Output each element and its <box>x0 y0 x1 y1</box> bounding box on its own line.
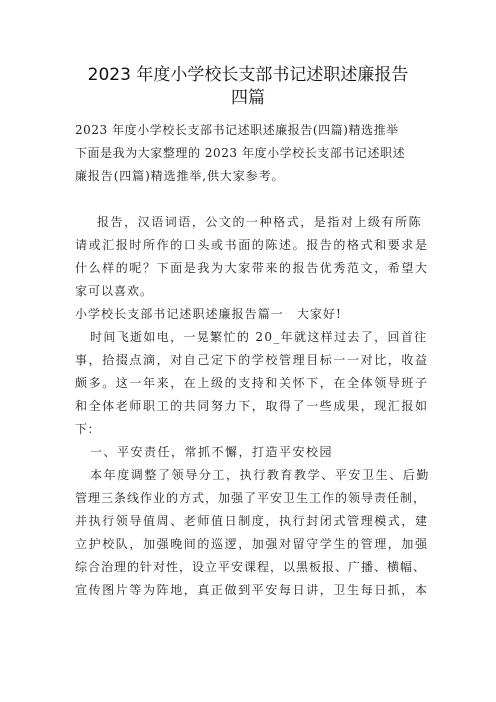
body-line-9: 立护校队，加强晚间的巡逻，加强对留守学生的管理，加强 <box>75 537 429 551</box>
document-title-line-2: 四篇 <box>231 88 265 108</box>
intro-line-3: 廉报告(四篇)精选推举,供大家参考。 <box>75 169 285 183</box>
body-line-4: 和全体老师职工的共同努力下，取得了一些成果，现汇报如 <box>75 399 429 413</box>
paragraph-line-3: 什么样的呢？下面是我为大家带来的报告优秀范文，希望大 <box>75 261 429 275</box>
paragraph-line-2: 请或汇报时所作的口头或书面的陈述。报告的格式和要求是 <box>75 238 429 252</box>
document-title-line-1: 2023 年度小学校长支部书记述职述廉报告 <box>87 65 409 85</box>
paragraph-line-4: 家可以喜欢。 <box>75 284 154 298</box>
body-line-5: 下： <box>75 422 101 436</box>
section-heading-line: 小学校长支部书记述职述廉报告篇一 大家好! <box>75 307 342 321</box>
body-line-11: 宣传图片等为阵地，真正做到平安每日讲，卫生每日抓，本 <box>75 583 429 597</box>
subheading-line: 一、平安责任，常抓不懈，打造平安校园 <box>90 445 334 459</box>
body-line-6: 本年度调整了领导分工，执行教育教学、平安卫生、后勤 <box>90 468 431 482</box>
body-line-2: 事，拾掇点滴，对自己定下的学校管理目标一一对比，收益 <box>75 353 429 367</box>
paragraph-line-1: 报告，汉语词语，公文的一种格式，是指对上级有所陈 <box>97 215 423 229</box>
body-line-3: 颇多。这一年来，在上级的支持和关怀下，在全体领导班子 <box>75 376 429 390</box>
body-line-7: 管理三条线作业的方式，加强了平安卫生工作的领导责任制， <box>75 491 427 505</box>
intro-line-2: 下面是我为大家整理的 2023 年度小学校长支部书记述职述 <box>75 146 406 160</box>
body-line-1: 时间飞逝如电，一晃繁忙的 20_年就这样过去了，回首往 <box>90 330 428 344</box>
intro-line-1: 2023 年度小学校长支部书记述职述廉报告(四篇)精选推举 <box>75 123 399 137</box>
body-line-8: 并执行领导值周、老师值日制度，执行封闭式管理模式，建 <box>75 514 429 528</box>
body-line-10: 综合治理的针对性，设立平安课程，以黑板报、广播、横幅、 <box>75 560 427 574</box>
